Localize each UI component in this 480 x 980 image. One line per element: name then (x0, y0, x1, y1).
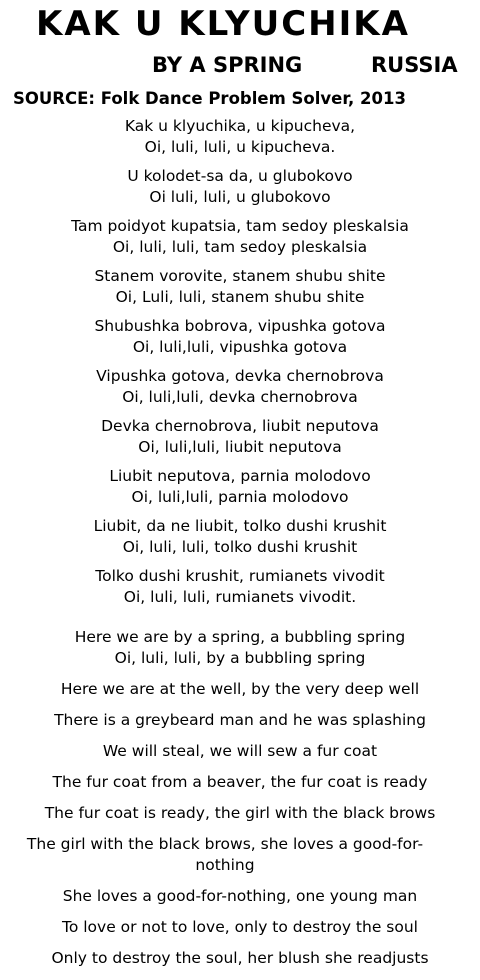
lyric-line: Oi, luli,luli, liubit neputova (138, 438, 342, 456)
stanza (0, 316, 480, 358)
lyric-line: Oi, Luli, luli, stanem shubu shite (115, 288, 365, 306)
lyric-line: Oi, luli, luli, u kipucheva. (144, 138, 336, 156)
stanza (0, 116, 480, 158)
song-title: KAK U KLYUCHIKA (36, 4, 410, 44)
lyric-line: Tam poidyot kupatsia, tam sedoy pleskalsia (71, 217, 409, 235)
lyric-line: Oi, luli,luli, devka chernobrova (122, 388, 358, 406)
stanza (0, 266, 480, 308)
lyric-line: Oi, luli,luli, vipushka gotova (132, 338, 348, 356)
stanza (0, 466, 480, 508)
lyric-line: Oi, luli, luli, rumianets vivodit. (123, 588, 357, 606)
stanza (0, 366, 480, 408)
song-source: SOURCE: Folk Dance Problem Solver, 2013 (13, 89, 406, 108)
translation-line: To love or not to love, only to destroy the soul (61, 918, 418, 936)
stanza (0, 516, 480, 558)
lyric-line: Stanem vorovite, stanem shubu shite (94, 267, 386, 285)
translation-line: The fur coat is ready, the girl with the black brows (44, 804, 436, 822)
translation-line: The girl with the black brows, she loves a good-for-nothing (26, 835, 424, 874)
lyric-line: Devka chernobrova, liubit neputova (101, 417, 379, 435)
lyric-line: U kolodet-sa da, u glubokovo (127, 167, 353, 185)
english-translation (0, 627, 480, 979)
translation-line: There is a greybeard man and he was splashing (54, 711, 426, 729)
stanza (0, 566, 480, 608)
song-country: RUSSIA (371, 53, 458, 77)
stanza (0, 627, 480, 669)
stanza (0, 166, 480, 208)
translation-line: She loves a good-for-nothing, one young man (62, 887, 418, 905)
lyric-line: Liubit neputova, parnia molodovo (109, 467, 371, 485)
translation-line: Here we are by a spring, a bubbling spring (74, 628, 406, 646)
lyric-line: Oi luli, luli, u glubokovo (149, 188, 331, 206)
song-subtitle: BY A SPRING (152, 53, 303, 77)
translation-line: Here we are at the well, by the very deep well (60, 680, 420, 698)
translation-line: The fur coat from a beaver, the fur coat is ready (52, 773, 428, 791)
stanza (0, 416, 480, 458)
stanza (0, 216, 480, 258)
lyric-line: Tolko dushi krushit, rumianets vivodit (95, 567, 385, 585)
lyric-line: Oi, luli, luli, tam sedoy pleskalsia (112, 238, 368, 256)
translation-line: We will steal, we will sew a fur coat (102, 742, 378, 760)
lyric-line: Oi, luli,luli, parnia molodovo (131, 488, 349, 506)
lyric-line: Shubushka bobrova, vipushka gotova (94, 317, 386, 335)
lyric-line: Oi, luli, luli, tolko dushi krushit (122, 538, 358, 556)
lyric-line: Vipushka gotova, devka chernobrova (96, 367, 384, 385)
lyric-line: Liubit, da ne liubit, tolko dushi krushit (93, 517, 387, 535)
translation-line: Oi, luli, luli, by a bubbling spring (114, 649, 366, 667)
russian-lyrics (0, 116, 480, 616)
translation-line: Only to destroy the soul, her blush she readjusts (51, 949, 429, 967)
lyric-line: Kak u klyuchika, u kipucheva, (124, 117, 356, 135)
